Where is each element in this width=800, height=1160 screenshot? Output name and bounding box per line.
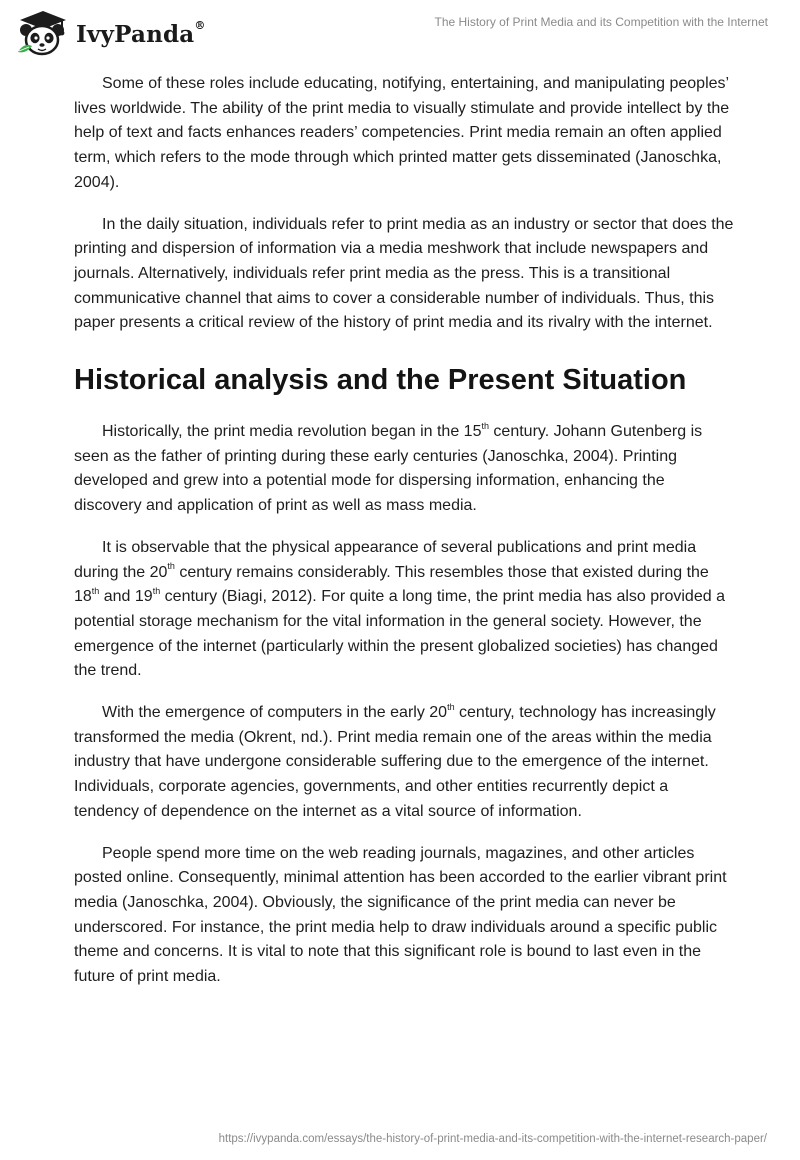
paragraph: It is observable that the physical appearance of several publications and print media during the 20th century remains considerably. This resembles those that existed during the 18th and 19th century (Biagi, 2012). For quite a long time, the print media has also provided a potential storage mechanism for the vital information in the general society. However, the emergence of the internet (particularly within the present globalized societies) has changed the trend. — [74, 538, 725, 680]
brand-name: IvyPanda® — [76, 18, 206, 48]
paragraph: In the daily situation, individuals refer to print media as an industry or sector that does the printing and dispersion of information via a media meshwork that include newspapers and journals. Alternatively, individuals refer print media as the press. This is a transitional communicative channel that aims to cover a considerable number of individuals. Thus, this paper presents a critical review of the history of print media and its rivalry with the internet. — [74, 215, 734, 332]
page-header — [0, 0, 800, 70]
ivypanda-logo[interactable] — [14, 8, 206, 60]
paragraph: Some of these roles include educating, notifying, entertaining, and manipulating peoples’ lives worldwide. The ability of the print media to visually stimulate and provide intellect by the help of text and facts enhances readers’ competencies. Print media remain an often applied term, which refers to the mode through which printed matter gets disseminated (Janoschka, 2004). — [74, 75, 730, 191]
document-title: The History of Print Media and its Competition with the Internet — [434, 15, 768, 29]
source-url-link[interactable]: https://ivypanda.com/essays/the-history-of-print-media-and-its-competition-with-the-internet-research-paper/ — [218, 1133, 767, 1145]
article-body — [74, 72, 734, 1007]
section-heading: Historical analysis and the Present Situation — [74, 364, 687, 397]
panda-graduate-icon — [14, 8, 72, 60]
paragraph: People spend more time on the web reading journals, magazines, and other articles posted online. Consequently, minimal attention has been accorded to the earlier vibrant print media (Janoschka, 2004). Obviously, the significance of the print media can never be underscored. For instance, the print media help to draw individuals around a specific public theme and concerns. It is vital to note that this significant role is bound to last even in the future of print media. — [74, 844, 727, 986]
paragraph: With the emergence of computers in the early 20th century, technology has increasingly transformed the media (Okrent, nd.). Print media remain one of the areas within the media industry that have undergone considerable suffering due to the emergence of the internet. Individuals, corporate agencies, governments, and other entities recurrently depict a tendency of dependence on the internet as a vital source of information. — [74, 701, 716, 820]
paragraph: Historically, the print media revolution began in the 15th century. Johann Gutenberg is seen as the father of printing during these early centuries (Janoschka, 2004). Printing developed and grew into a potential mode for dispersing information, enhancing the discovery and application of print as well as mass media. — [74, 420, 703, 515]
